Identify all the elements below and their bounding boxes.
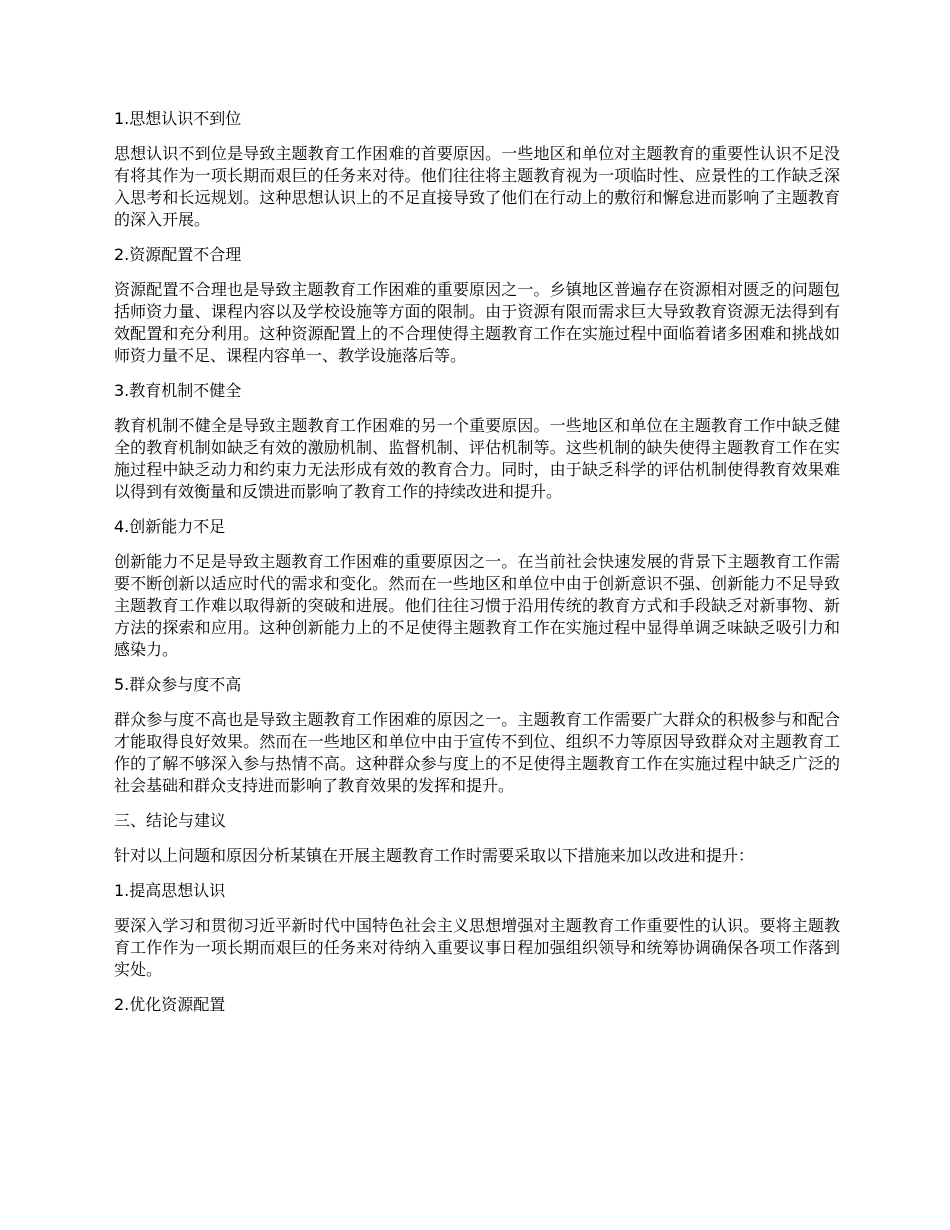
section-paragraph: 创新能力不足是导致主题教育工作困难的重要原因之一。在当前社会快速发展的背景下主题教育工作需要不断创新以适应时代的需求和变化。然而在一些地区和单位中由于创新意识不强、创新能力不足导致主题教育工作难以取得新的突破和进展。他们往往习惯于沿用传统的教育方式和手段缺乏对新事物、新方法的探索和应用。这种创新能力上的不足使得主题教育工作在实施过程中显得单调乏味缺乏吸引力和感染力。 bbox=[114, 552, 840, 659]
section-paragraph: 群众参与度不高也是导致主题教育工作困难的原因之一。主题教育工作需要广大群众的积极参与和配合才能取得良好效果。然而在一些地区和单位中由于宣传不到位、组织不力等原因导致群众对主题教育工作的了解不够深入参与热情不高。这种群众参与度上的不足使得主题教育工作在实施过程中缺乏广泛的社会基础和群众支持进而影响了教育效果的发挥和提升。 bbox=[114, 710, 840, 795]
section-paragraph: 针对以上问题和原因分析某镇在开展主题教育工作时需要采取以下措施来加以改进和提升： bbox=[114, 846, 755, 865]
section-optimize-resources bbox=[114, 994, 840, 1016]
section-paragraph: 要深入学习和贯彻习近平新时代中国特色社会主义思想增强对主题教育工作重要性的认识。要将主题教育工作作为一项长期而艰巨的任务来对待纳入重要议事日程加强组织领导和统筹协调确保各项工作落到实处。 bbox=[114, 916, 840, 979]
section-heading: 4.创新能力不足 bbox=[114, 517, 226, 536]
section-heading: 5.群众参与度不高 bbox=[114, 675, 242, 694]
section-paragraph: 资源配置不合理也是导致主题教育工作困难的重要原因之一。乡镇地区普遍存在资源相对匮乏的问题包括师资力量、课程内容以及学校设施等方面的限制。由于资源有限而需求巨大导致教育资源无法得到有效配置和充分利用。这种资源配置上的不合理使得主题教育工作在实施过程中面临着诸多困难和挑战如师资力量不足、课程内容单一、教学设施落后等。 bbox=[114, 280, 840, 365]
document-page bbox=[114, 108, 840, 1029]
section-education-mechanism bbox=[114, 380, 840, 503]
section-raise-awareness bbox=[114, 880, 840, 981]
section-paragraph: 思想认识不到位是导致主题教育工作困难的首要原因。一些地区和单位对主题教育的重要性认识不足没有将其作为一项长期而艰巨的任务来对待。他们往往将主题教育视为一项临时性、应景性的工作缺乏深入思考和长远规划。这种思想认识上的不足直接导致了他们在行动上的敷衍和懈怠进而影响了主题教育的深入开展。 bbox=[114, 144, 840, 229]
section-innovation-capacity bbox=[114, 516, 840, 661]
section-heading: 1.提高思想认识 bbox=[114, 881, 226, 900]
section-ideological-awareness bbox=[114, 108, 840, 231]
section-paragraph: 教育机制不健全是导致主题教育工作困难的另一个重要原因。一些地区和单位在主题教育工作中缺乏健全的教育机制如缺乏有效的激励机制、监督机制、评估机制等。这些机制的缺失使得主题教育工作在实施过程中缺乏动力和约束力无法形成有效的教育合力。同时，由于缺乏科学的评估机制使得教育效果难以得到有效衡量和反馈进而影响了教育工作的持续改进和提升。 bbox=[114, 416, 840, 501]
section-heading: 3.教育机制不健全 bbox=[114, 381, 242, 400]
section-resource-allocation bbox=[114, 244, 840, 367]
section-heading: 2.优化资源配置 bbox=[114, 995, 226, 1014]
section-heading: 1.思想认识不到位 bbox=[114, 109, 242, 128]
section-heading: 三、结论与建议 bbox=[114, 811, 227, 830]
section-conclusion bbox=[114, 810, 840, 867]
section-heading: 2.资源配置不合理 bbox=[114, 245, 242, 264]
section-public-participation bbox=[114, 674, 840, 797]
